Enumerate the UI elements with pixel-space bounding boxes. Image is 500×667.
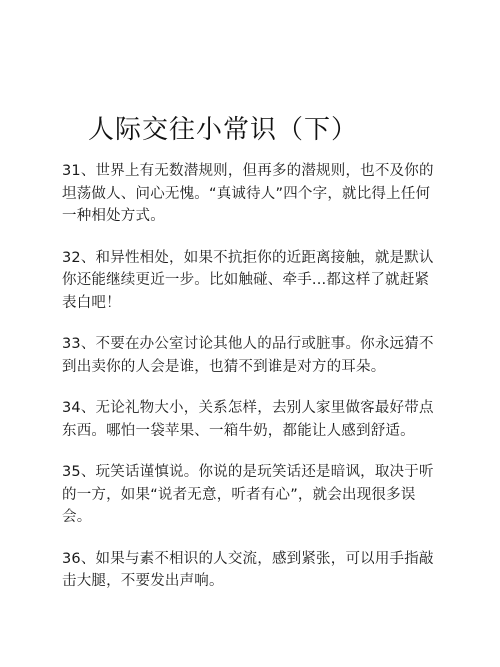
page-title: 人际交往小常识（下） [88, 115, 359, 145]
tips-list [62, 160, 442, 612]
tip-34: 34、无论礼物大小，关系怎样，去别人家里做客最好带点东西。哪怕一袋苹果、一箱牛奶，都能让人感到舒适。 [62, 400, 434, 439]
tip-33: 33、不要在办公室讨论其他人的品行或脏事。你永远猜不到出卖你的人会是谁，也猜不到谁是对方的耳朵。 [62, 336, 434, 375]
tip-32: 32、和异性相处，如果不抗拒你的近距离接触，就是默认你还能继续更近一步。比如触碰、牵手...都这样了就赶紧表白吧！ [62, 249, 434, 311]
tip-31: 31、世界上有无数潜规则，但再多的潜规则，也不及你的坦荡做人、问心无愧。“真诚待人”四个字，就比得上任何一种相处方式。 [62, 163, 434, 224]
tip-36: 36、如果与素不相识的人交流，感到紧张，可以用手指敲击大腿，不要发出声响。 [62, 550, 434, 589]
tip-35: 35、玩笑话谨慎说。你说的是玩笑话还是暗讽，取决于听的一方，如果“说者无意，听者有心”，就会出现很多误会。 [62, 464, 434, 525]
